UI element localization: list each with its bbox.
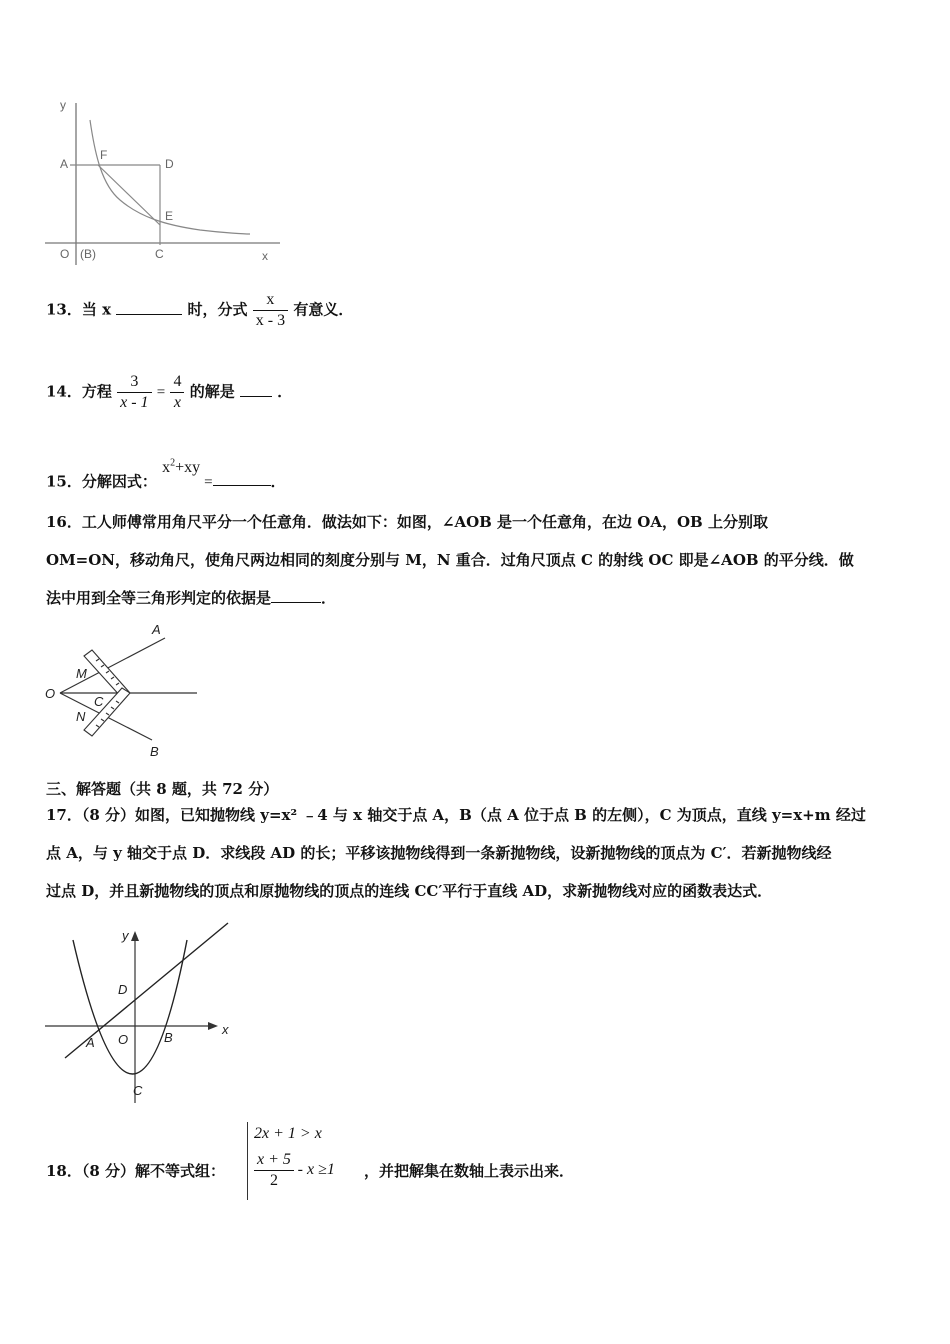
q14-suffix: 的解是 — [189, 382, 235, 401]
question-17 — [46, 796, 906, 910]
q14-equals: = — [156, 384, 166, 401]
fig16-label-n: N — [76, 709, 86, 724]
fig12-label-d: D — [165, 157, 174, 171]
fig17-label-y: y — [122, 928, 129, 943]
q18-suffix: ，并把解集在数轴上表示出来． — [364, 1162, 575, 1180]
q14-fraction-1 — [117, 372, 151, 413]
fig17-label-b: B — [164, 1030, 173, 1045]
fig17-label-o: O — [118, 1032, 129, 1047]
question-13 — [46, 290, 353, 331]
q18-f-num: x + 5 — [254, 1150, 294, 1171]
q16-line-3: 法中用到全等三角形判定的依据是 ． — [46, 589, 337, 607]
fig16-label-m: M — [76, 666, 87, 681]
q16-line-1: 16．工人师傅常用角尺平分一个任意角．做法如下：如图，∠AOB 是一个任意角，在边 OA，OB 上分别取 — [46, 513, 768, 531]
fig17-label-d: D — [118, 982, 128, 997]
fig17-label-x: x — [222, 1022, 229, 1037]
q14-end: ． — [277, 382, 293, 401]
fig16-label-o: O — [45, 686, 56, 701]
q15-expr-base: x — [162, 459, 171, 477]
q13-fraction-num: x — [253, 290, 288, 311]
fig16-label-a: A — [152, 622, 161, 637]
q17-line-3: 过点 D，并且新抛物线的顶点和原抛物线的顶点的连线 CC′平行于直线 AD，求新抛物线对应的函数表达式． — [46, 882, 773, 900]
q14-f2-num: 4 — [170, 372, 184, 393]
q18-ineq-2 — [254, 1150, 335, 1191]
fig12-label-o: O — [60, 247, 70, 261]
q15-expr — [162, 459, 204, 476]
fig12-label-a: A — [60, 157, 69, 171]
q14-blank — [240, 382, 272, 397]
figure-q12 — [40, 95, 290, 275]
fig16-label-b: B — [150, 744, 159, 759]
q18-inequality-system — [247, 1122, 335, 1200]
q17-line-2: 点 A，与 y 轴交于点 D．求线段 AD 的长；平移该抛物线得到一条新抛物线，设新抛物线的顶点为 C′．若新抛物线经 — [46, 844, 832, 862]
q15-end: ． — [270, 472, 286, 491]
q15-prefix: 15．分解因式： — [46, 472, 157, 491]
fig16-label-c: C — [94, 694, 104, 709]
q13-prefix: 13．当 x — [46, 300, 112, 319]
fig12-label-y: y — [60, 98, 66, 112]
q16-blank — [271, 588, 321, 603]
q14-f1-num: 3 — [117, 372, 151, 393]
question-14 — [46, 372, 292, 413]
q15-blank — [213, 471, 271, 486]
fig12-label-b: (B) — [80, 247, 96, 261]
q14-fraction-2 — [170, 372, 184, 413]
fig17-label-c: C — [133, 1083, 143, 1098]
figure-q16 — [40, 618, 210, 763]
q15-equals: = — [204, 474, 213, 491]
section-3-heading: 三、解答题（共 8 题，共 72 分） — [46, 780, 279, 798]
q15-expr-rest: +xy — [175, 459, 201, 477]
q18-fraction — [254, 1150, 294, 1191]
fig12-label-e: E — [165, 209, 174, 223]
question-15 — [46, 458, 286, 491]
q13-mid: 时，分式 — [187, 300, 248, 319]
q13-fraction — [253, 290, 288, 331]
question-16 — [46, 503, 906, 617]
fig12-label-c: C — [155, 247, 164, 261]
q18-ineq-2-rest: - x ≥1 — [297, 1160, 335, 1178]
q17-line-1: 17．（8 分）如图，已知抛物线 y=x² ﹣4 与 x 轴交于点 A，B（点 A 位于点 B 的左侧），C 为顶点，直线 y=x+m 经过 — [46, 806, 866, 824]
q13-suffix: 有意义． — [293, 300, 354, 319]
fig12-label-f: F — [100, 148, 108, 162]
q18-ineq-1: 2x + 1 > x — [254, 1125, 322, 1142]
q13-blank — [116, 300, 182, 315]
fig17-label-a: A — [86, 1035, 95, 1050]
q15-expr-sup: 2 — [170, 458, 176, 469]
q13-fraction-den: x - 3 — [255, 312, 286, 329]
fig12-label-x: x — [262, 249, 268, 263]
q16-line-2: OM=ON，移动角尺，使角尺两边相同的刻度分别与 M，N 重合．过角尺顶点 C 的射线 OC 即是∠AOB 的平分线．做 — [46, 551, 854, 569]
q14-prefix: 14．方程 — [46, 382, 112, 401]
q14-f2-den: x — [173, 394, 182, 411]
q18-prefix: 18．（8 分）解不等式组： — [46, 1162, 226, 1180]
figure-q17 — [40, 918, 240, 1108]
q14-f1-den: x - 1 — [120, 394, 149, 411]
q18-f-den: 2 — [269, 1172, 278, 1189]
